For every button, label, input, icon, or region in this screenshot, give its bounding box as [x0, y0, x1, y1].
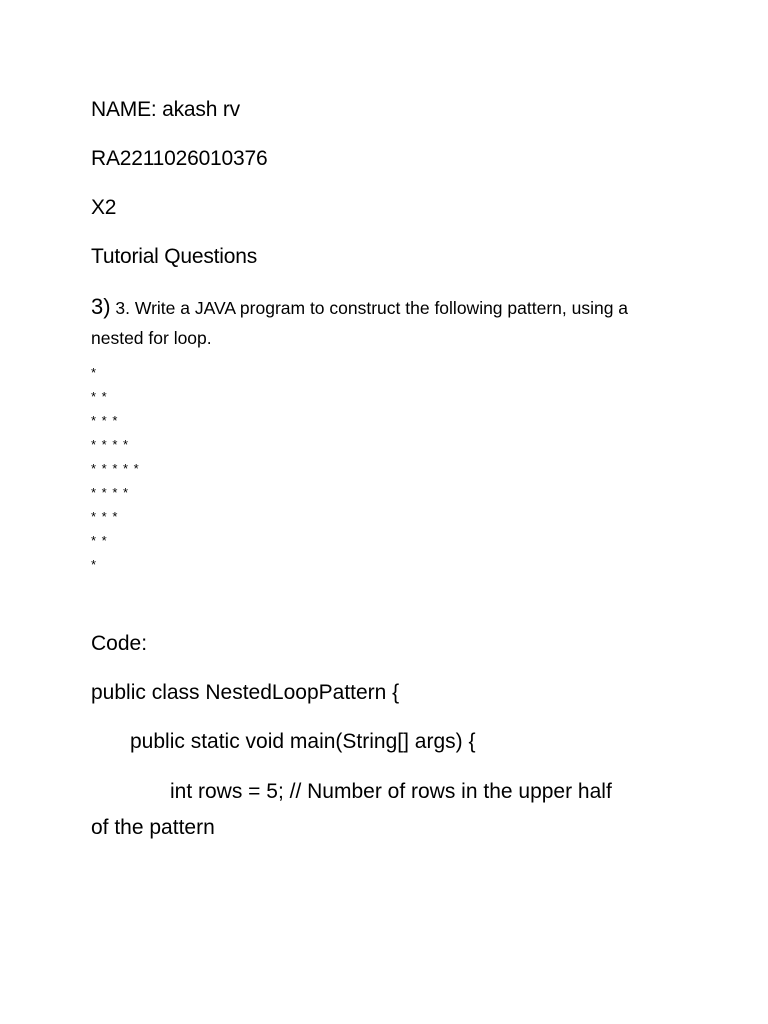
- star-pattern: [91, 361, 140, 577]
- pattern-row: * *: [91, 389, 108, 404]
- pattern-row: * * *: [91, 413, 119, 428]
- registration-number: RA2211026010376: [91, 147, 268, 170]
- document-title: Tutorial Questions: [91, 245, 258, 268]
- pattern-row: * * *: [91, 509, 119, 524]
- student-name: NAME: akash rv: [91, 98, 240, 121]
- pattern-row: * * * * *: [91, 461, 140, 476]
- code-line-rows: int rows = 5; // Number of rows in the upper half: [170, 780, 612, 803]
- question-text-line2: nested for loop.: [91, 328, 212, 348]
- pattern-row: * *: [91, 533, 108, 548]
- question-number: 3): [91, 294, 111, 319]
- pattern-row: * * * *: [91, 485, 130, 500]
- section-label: X2: [91, 196, 117, 219]
- pattern-row: *: [91, 557, 98, 572]
- code-line-class: public class NestedLoopPattern {: [91, 681, 400, 704]
- pattern-row: * * * *: [91, 437, 130, 452]
- code-line-rows-cont: of the pattern: [91, 816, 215, 839]
- pattern-row: *: [91, 365, 98, 380]
- code-line-main: public static void main(String[] args) {: [130, 730, 476, 753]
- code-heading: Code:: [91, 632, 148, 655]
- question-text-line1: 3. Write a JAVA program to construct the following pattern, using a: [110, 298, 629, 318]
- question-statement: [91, 293, 691, 323]
